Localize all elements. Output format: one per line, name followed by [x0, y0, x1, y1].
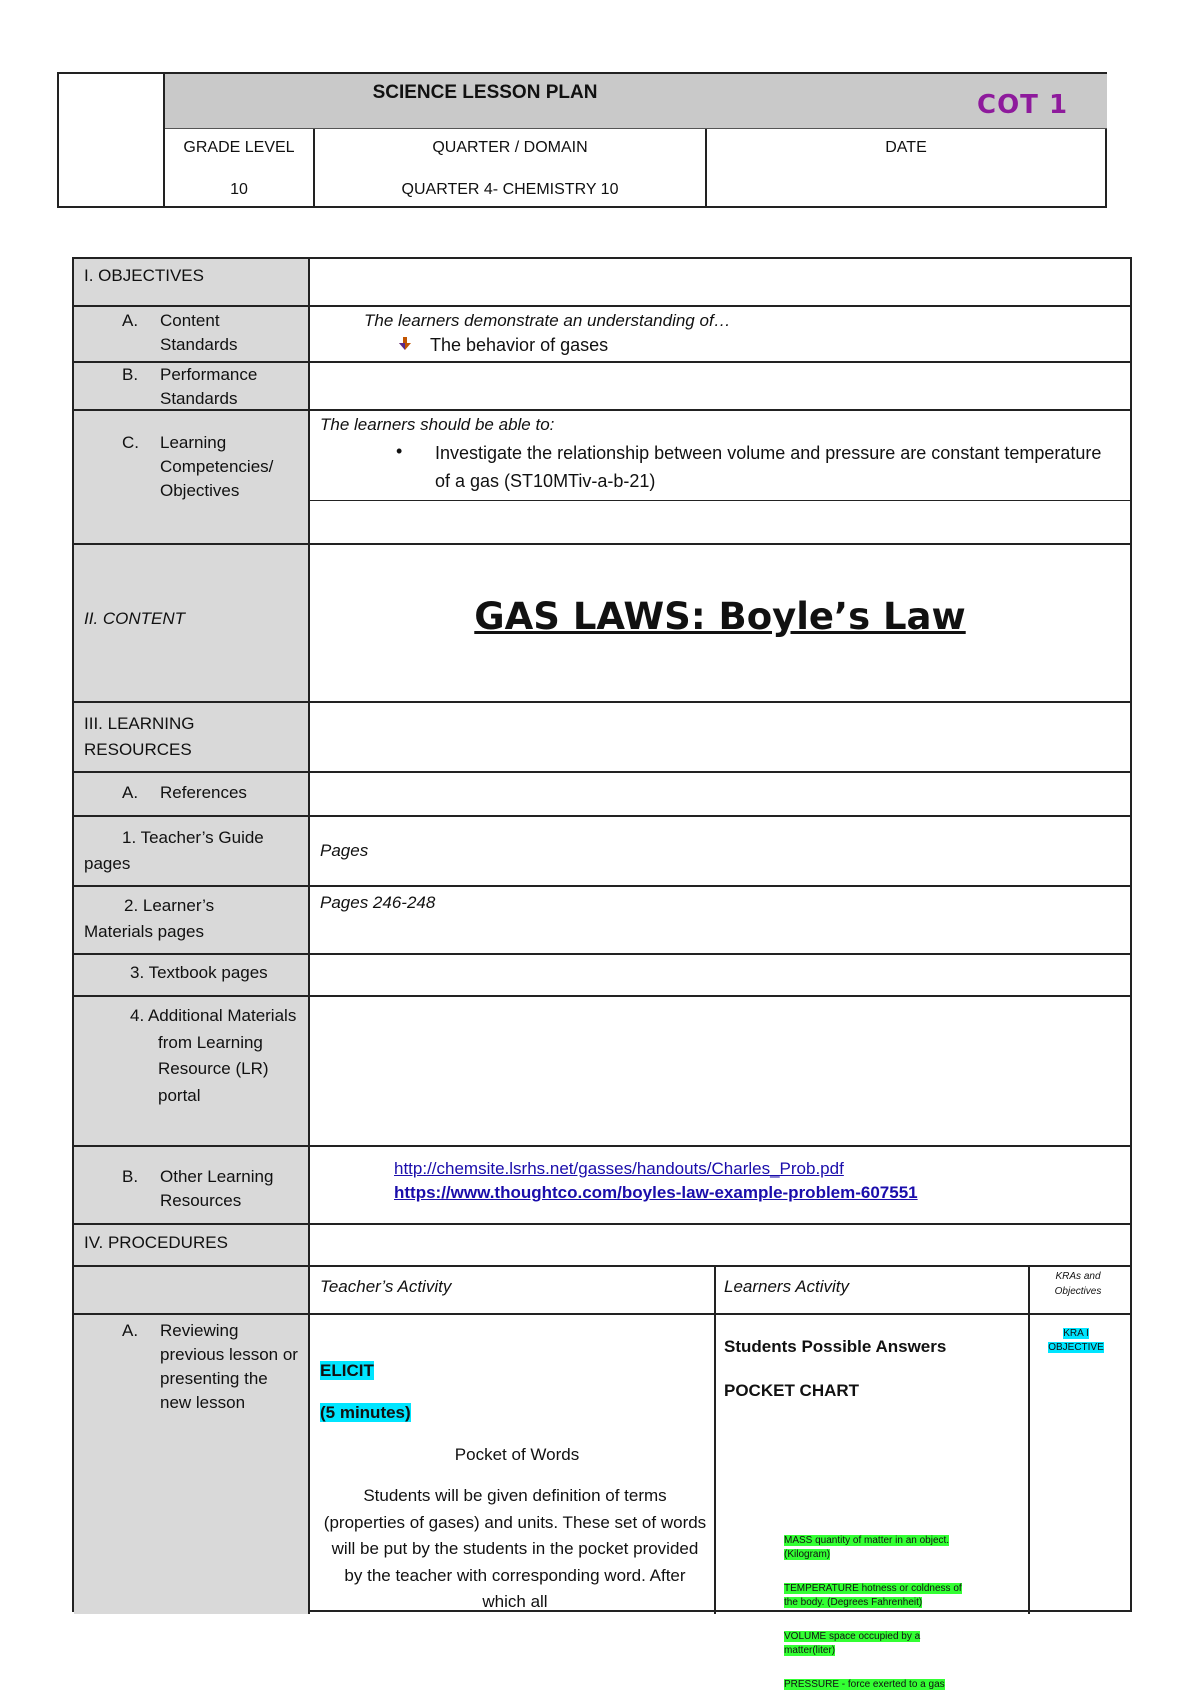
- column-divider-1: [714, 1267, 716, 1313]
- competencies-row: [74, 411, 1130, 545]
- references-label-cell: [74, 773, 310, 815]
- other-resources-label-cell: [74, 1147, 310, 1223]
- reviewing-row: [74, 1315, 1130, 1614]
- pocket-chart-label: POCKET CHART: [724, 1381, 860, 1400]
- logo-cell: [59, 74, 165, 206]
- teachers-guide-label-cell: [74, 817, 310, 885]
- learners-activity-header: Learners Activity: [724, 1277, 850, 1296]
- competencies-divider: [310, 500, 1130, 501]
- quarter-cell: [315, 129, 707, 206]
- references-value-cell: [310, 773, 1130, 815]
- kras-header: KRAs and Objectives: [1054, 1271, 1102, 1297]
- competencies-bullet: Investigate the relationship between volume and pressure are constant temperature of a gas (ST10MTiv-a-b-21): [435, 443, 1102, 491]
- other-resources-label: Other Learning Resources: [160, 1167, 274, 1210]
- content-title-cell: [310, 545, 1130, 701]
- minutes-label: (5 minutes): [320, 1403, 411, 1422]
- objectives-value-cell: [310, 259, 1130, 305]
- reviewing-letter: A.: [122, 1321, 139, 1340]
- volume-definition-note: [784, 1630, 954, 1658]
- kra-tag: KRA I OBJECTIVE: [1048, 1328, 1104, 1353]
- procedures-value-cell: [310, 1225, 1130, 1265]
- references-letter: A.: [122, 783, 139, 802]
- learners-materials-label-cell: [74, 887, 310, 953]
- boyles-law-link[interactable]: https://www.thoughtco.com/boyles-law-example-problem-607551: [394, 1183, 918, 1202]
- reviewing-label-cell: [74, 1315, 310, 1614]
- lesson-title: GAS LAWS: Boyle’s Law: [474, 595, 966, 638]
- content-standards-intro: The learners demonstrate an understanding of…: [364, 311, 731, 330]
- mass-definition-note: [784, 1534, 974, 1562]
- title-bar: [165, 74, 1107, 129]
- elicit-label: ELICIT: [320, 1361, 374, 1380]
- performance-standards-label: Performance Standards: [160, 365, 258, 408]
- resources-row: [74, 703, 1130, 773]
- possible-answers: Students Possible Answers: [724, 1337, 947, 1356]
- pocket-title: Pocket of Words: [454, 1445, 580, 1464]
- content-standards-row: [74, 307, 1130, 363]
- references-row: [74, 773, 1130, 817]
- teachers-guide-label: 1. Teacher’s Guide pages: [84, 828, 264, 873]
- textbook-label: 3. Textbook pages: [130, 963, 268, 982]
- column-divider-3: [714, 1315, 716, 1614]
- additional-materials-row: [74, 997, 1130, 1147]
- resources-heading-cell: [74, 703, 310, 771]
- content-standards-bullet: The behavior of gases: [430, 335, 609, 355]
- temperature-definition: TEMPERATURE hotness or coldness of the body. (Degrees Fahrenheit): [784, 1583, 962, 1608]
- other-resources-value-cell: [310, 1147, 1130, 1223]
- additional-materials-label: 4. Additional Materials from Learning Resource (LR) portal: [130, 1006, 297, 1105]
- performance-standards-value-cell: [310, 363, 1130, 409]
- volume-definition: VOLUME space occupied by a matter(liter): [784, 1631, 921, 1656]
- resources-value-cell: [310, 703, 1130, 771]
- bullet-arrow-icon: [398, 335, 412, 359]
- learners-materials-value: Pages 246-248: [320, 893, 436, 912]
- additional-materials-label-cell: [74, 997, 310, 1145]
- content-row: [74, 545, 1130, 703]
- teacher-activity-header: Teacher’s Activity: [320, 1277, 452, 1296]
- bullet-dot-icon: •: [396, 441, 403, 461]
- objectives-heading-cell: [74, 259, 310, 305]
- content-label-cell: [74, 545, 310, 701]
- charles-prob-link[interactable]: http://chemsite.lsrhs.net/gasses/handouts/Charles_Prob.pdf: [394, 1159, 844, 1178]
- reviewing-label: Reviewing previous lesson or presenting the new lesson: [160, 1321, 298, 1412]
- mass-definition: MASS quantity of matter in an object.(Kilogram): [784, 1535, 950, 1560]
- pressure-definition: PRESSURE - force exerted to a gas: [784, 1679, 945, 1690]
- procedures-columns: [310, 1267, 1130, 1313]
- page-title: SCIENCE LESSON PLAN: [372, 82, 598, 103]
- temperature-definition-note: [784, 1582, 974, 1610]
- competencies-label: Learning Competencies/ Objectives: [160, 433, 274, 500]
- quarter-label: QUARTER / DOMAIN: [432, 139, 588, 156]
- performance-standards-label-cell: [74, 363, 310, 409]
- grade-value: 10: [230, 181, 248, 198]
- objectives-row: [74, 259, 1130, 307]
- quarter-value: QUARTER 4- CHEMISTRY 10: [401, 181, 619, 198]
- learners-materials-row: [74, 887, 1130, 955]
- grade-label: GRADE LEVEL: [183, 139, 295, 156]
- pocket-description: Students will be given definition of terms (properties of gases) and units. These set of words will be put by the students in the pocket provided by the teacher with corresponding word. After which all: [323, 1486, 707, 1611]
- procedures-row: [74, 1225, 1130, 1267]
- competencies-label-cell: [74, 411, 310, 543]
- procedures-heading-cell: [74, 1225, 310, 1265]
- competencies-value-cell: [310, 411, 1130, 543]
- textbook-label-cell: [74, 955, 310, 995]
- references-label: References: [160, 783, 247, 802]
- reviewing-content: [310, 1315, 1130, 1614]
- date-label: DATE: [885, 139, 927, 156]
- grade-cell: [165, 129, 315, 206]
- resources-heading: III. LEARNING RESOURCES: [84, 714, 195, 759]
- textbook-row: [74, 955, 1130, 997]
- procedures-columns-row: [74, 1267, 1130, 1315]
- performance-standards-letter: B.: [122, 365, 139, 384]
- teachers-guide-value: Pages: [320, 841, 369, 860]
- learners-materials-label: 2. Learner’s Materials pages: [84, 896, 215, 941]
- additional-materials-value-cell: [310, 997, 1130, 1145]
- competencies-letter: C.: [122, 433, 139, 452]
- column-divider-2: [1028, 1267, 1030, 1313]
- content-standards-value-cell: [310, 307, 1130, 361]
- content-standards-label: Content Standards: [160, 311, 238, 354]
- procedures-columns-blank-cell: [74, 1267, 310, 1313]
- content-standards-label-cell: [74, 307, 310, 361]
- teachers-guide-value-cell: [310, 817, 1130, 885]
- textbook-value-cell: [310, 955, 1130, 995]
- objectives-heading: I. OBJECTIVES: [84, 266, 204, 285]
- content-label: II. CONTENT: [84, 609, 186, 628]
- lesson-plan-table: [72, 257, 1132, 1612]
- teachers-guide-row: [74, 817, 1130, 887]
- pressure-definition-note: [784, 1678, 984, 1692]
- procedures-heading: IV. PROCEDURES: [84, 1233, 228, 1252]
- performance-standards-row: [74, 363, 1130, 411]
- other-resources-row: [74, 1147, 1130, 1225]
- column-divider-4: [1028, 1315, 1030, 1614]
- learners-materials-value-cell: [310, 887, 1130, 953]
- competencies-intro: The learners should be able to:: [320, 415, 555, 434]
- header-table: [57, 72, 1107, 208]
- date-cell: [707, 129, 1105, 206]
- cot-label: COT 1: [977, 90, 1069, 120]
- content-standards-letter: A.: [122, 311, 139, 330]
- other-resources-letter: B.: [122, 1167, 139, 1186]
